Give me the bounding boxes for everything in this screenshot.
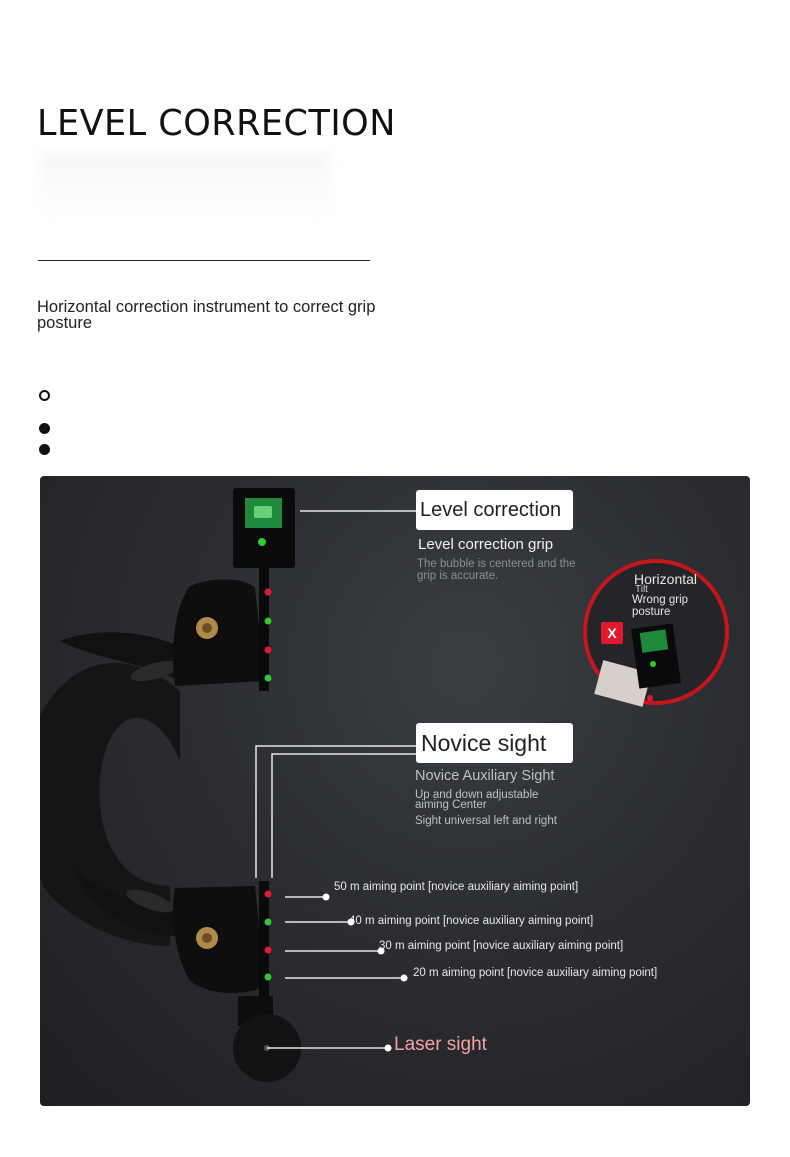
- wrong-x-badge: X: [601, 622, 623, 644]
- aiming-point-40m: 40 m aiming point [novice auxiliary aiming point]: [349, 915, 594, 927]
- filled-bullet-icon: [39, 423, 50, 434]
- novice-sight-desc-1: Up and down adjustable aiming Center: [415, 789, 539, 811]
- novice-sight-desc-2: Sight universal left and right: [415, 815, 557, 827]
- open-bullet-icon: [39, 390, 50, 401]
- upper-fork: [173, 579, 265, 686]
- level-correction-label: Level correction: [420, 499, 562, 521]
- laser-sight-label: Laser sight: [394, 1034, 487, 1055]
- page-title: LEVEL CORRECTION: [37, 103, 396, 145]
- level-correction-callout: [416, 490, 573, 530]
- level-correction-title: Level correction grip: [418, 536, 554, 553]
- novice-sight-label: Novice sight: [421, 730, 547, 756]
- aiming-point-50m: 50 m aiming point [novice auxiliary aiming point]: [334, 881, 579, 893]
- level-correction-description: The bubble is centered and the grip is accurate.: [417, 558, 576, 582]
- novice-sight-callout: [416, 723, 573, 763]
- inset-tilt-label: Tilt: [635, 584, 648, 595]
- product-diagram-panel: [40, 476, 750, 1106]
- novice-sight-title: Novice Auxiliary Sight: [415, 768, 555, 784]
- title-divider: [38, 260, 370, 261]
- lower-fork: [173, 886, 265, 993]
- aiming-point-30m: 30 m aiming point [novice auxiliary aiming point]: [379, 940, 624, 952]
- aiming-point-20m: 20 m aiming point [novice auxiliary aiming point]: [413, 967, 658, 979]
- inset-heading: Horizontal: [634, 571, 698, 587]
- faded-text-reflection: [40, 152, 330, 222]
- filled-bullet-icon: [39, 444, 50, 455]
- page-subtitle: Horizontal correction instrument to correct grip posture: [37, 298, 376, 332]
- inset-wrong-grip: Wrong grip posture: [632, 594, 689, 618]
